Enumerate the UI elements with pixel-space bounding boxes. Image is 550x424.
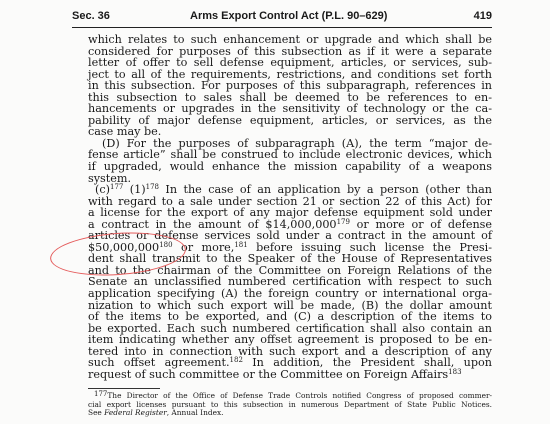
footnotes [88,392,492,418]
body-line [88,369,492,381]
text-run: See [88,408,105,418]
text-run: articles or defense services sold under a contract in the amount of [88,229,492,243]
footnote-line [88,409,492,418]
footnote-ref: 181 [234,240,248,249]
text-run: a contract in the amount of $14,000,000 [88,217,337,231]
text-run: or more, [172,240,235,254]
text-run: which relates to such enhancement or upgrade and which shall be [88,33,492,46]
footnote-rule [88,388,160,389]
footnote-ref: 178 [145,183,160,192]
text-run: if upgraded, would enhance the mission capability of a weapons [88,160,492,174]
text-run: with regard to a sale under section 21 or section 22 of this Act) for [88,194,492,208]
footnote-ref: 182 [229,356,243,365]
text-run: (c) [95,183,110,197]
text-run: hancements or upgrades in the sensitivity of technology or the ca- [88,102,492,116]
text-run: a license for the export of any major defense equipment sold under [88,206,492,220]
text-run: or more or of defense [349,217,493,231]
footnote-ref: 183 [448,367,462,376]
body-line [88,161,492,173]
text-run: in this subsection. For purposes of this subparagraph, references in [88,79,492,93]
text-run: and to the chairman of the Committee on Foreign Relations of the [88,263,492,277]
text-run: of the items to be exported, and (C) a description of the items to [88,310,492,324]
text-run: cial export licenses pursuant to this subsection in numerous Department of State Public Notices. [88,399,492,409]
text-run: $50,000,000 [88,240,160,254]
italic-text: Federal Register [104,408,167,418]
text-run: such offset agreement. [88,356,230,370]
text-run: this subsection to sales shall be deemed to be references to en- [88,90,492,104]
text-run: In the case of an application by a person (other than [159,183,492,197]
footnote-ref: 177 [94,390,108,398]
text-run: The Director of the Office of Defense Trade Controls notified Congress of proposed commer- [107,391,492,400]
text-run: pability of major defense equipment, articles, or services, as the [88,113,492,127]
section-number: Sec. 36 [72,10,110,22]
text-run: In addition, the President shall, upon [242,356,492,370]
text-run: , Annual Index. [166,408,224,418]
text-run: tered into in connection with such export and a description of any [88,344,492,358]
text-run: dent shall transmit to the Speaker of the House of Representatives [88,252,492,266]
header-rule [72,27,492,28]
text-run: request of such committee or the Committee on Foreign Affairs [88,367,449,381]
text-run: application specifying (A) the foreign country or international orga- [88,287,492,301]
text-run: letter of offer to sell defense equipment, articles, or services, sub- [88,56,492,70]
text-run: be exported. Each such numbered certification shall also contain an [88,321,492,335]
footnote-ref: 180 [159,240,173,249]
act-title: Arms Export Control Act (P.L. 90–629) [190,10,388,22]
text-run: before issuing such license the Presi- [247,240,492,254]
running-header [72,10,492,26]
text-run: (D) For the purposes of subparagraph (A), the term “major de- [102,136,492,150]
text-run: (1) [123,183,146,197]
body-text [88,34,492,380]
text-run: ject to all of the requirements, restrictions, and conditions set forth [88,67,492,81]
text-run: case may be. [88,125,162,139]
text-run: fense article” shall be construed to include electronic devices, which [88,148,492,162]
text-run: item indicating whether any offset agreement is proposed to be en- [88,333,492,347]
text-run: system. [88,171,132,185]
text-run: nization to which such export will be made, (B) the dollar amount [88,298,492,312]
text-run: considered for purposes of this subsection as if it were a separate [88,44,492,58]
text-run: Senate an unclassified numbered certification with respect to such [88,275,492,289]
footnote-ref: 179 [336,217,350,226]
page-number: 419 [473,10,492,22]
footnote-ref: 177 [110,183,124,192]
